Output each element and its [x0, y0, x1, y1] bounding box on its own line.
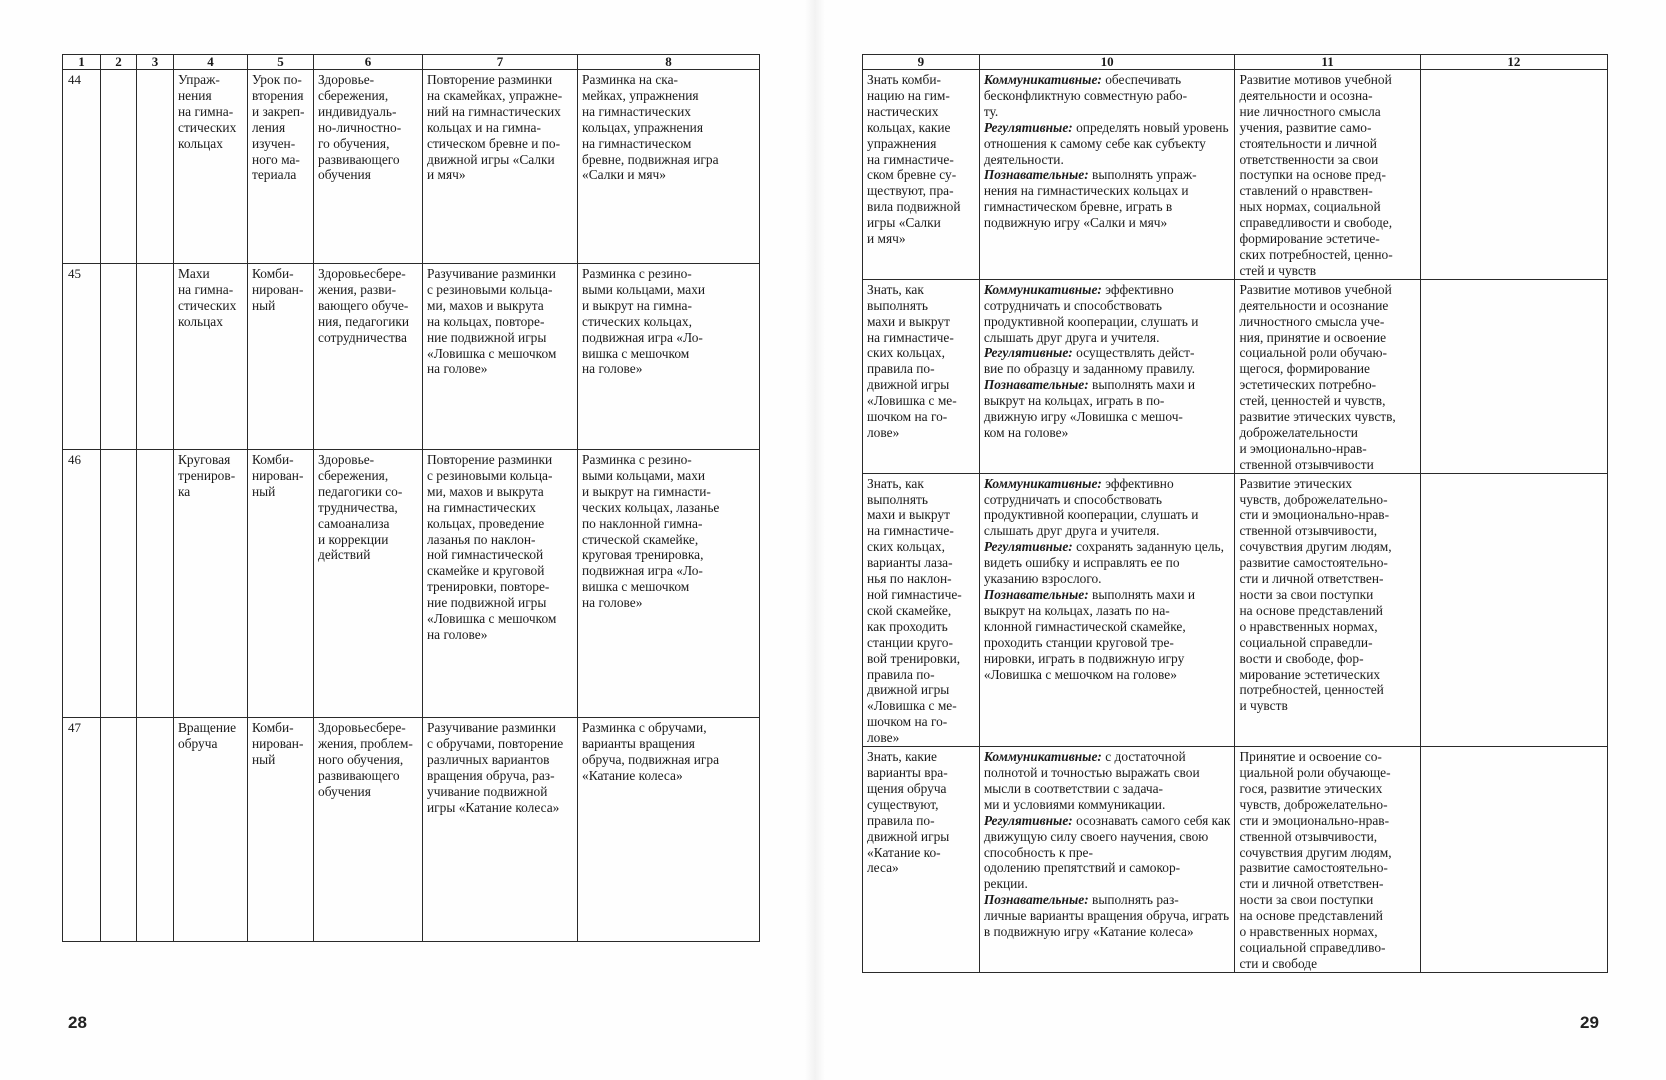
col-header: 2: [101, 55, 137, 70]
lesson-topic: Махи на гимна- стических кольцах: [174, 264, 248, 450]
uud-label: Регулятивные:: [983, 119, 1073, 135]
uud-text: выполнять махи и выкрут на кольцах, лазать по на- клонной гимнастической скамейке, проходить станции круговой тре- нировки, играть в подвижную игру «Ловишка с мешочком на голове»: [983, 587, 1196, 682]
cell-date-plan: [101, 70, 137, 264]
cell-date-fact: [137, 70, 174, 264]
table-row: [63, 718, 760, 942]
uud-text: обеспечивать бесконфликтную совместную рабо- ту.: [983, 72, 1188, 119]
page-number-left: 28: [68, 1013, 87, 1032]
technologies: Здоровье- сбережения, индивидуаль- но-личностно- го обучения, развивающего обучения: [314, 70, 423, 264]
lesson-type: Урок по- вторения и закреп- ления изучен- ного ма- териала: [248, 70, 314, 264]
lesson-type: Комби- нирован- ный: [248, 718, 314, 942]
lesson-topic: Вращение обруча: [174, 718, 248, 942]
cell-date-fact: [137, 718, 174, 942]
table-row: [863, 747, 1608, 973]
cell-date-fact: [137, 264, 174, 450]
col-header: 10: [979, 55, 1235, 70]
lesson-content: Разминка с резино- выми кольцами, махи и выкрут на гимнасти- ческих кольцах, лазанье по наклонной гимна- стической скамейке, круговая тренировка, подвижная игра «Ло- вишка с мешочком на голове»: [578, 450, 760, 718]
header-row-left: [63, 55, 760, 70]
col-header: 11: [1235, 55, 1420, 70]
table-row: [863, 70, 1608, 280]
col-header: 9: [863, 55, 980, 70]
lesson-type: Комби- нирован- ный: [248, 264, 314, 450]
uud-text: эффективно сотрудничать и способствовать продуктивной кооперации, слушать и слышать друг друга и учителя.: [983, 475, 1199, 539]
table-row: [63, 264, 760, 450]
subject-results: Знать комби- нацию на гим- настических кольцах, какие упражнения на гимнастиче- ском бревне су- ществуют, пра- вила подвижной игры «Салки и мяч»: [863, 70, 980, 280]
col-header: 8: [578, 55, 760, 70]
uud-label: Познавательные:: [983, 377, 1089, 393]
col-header: 6: [314, 55, 423, 70]
lesson-topic: Круговая трениров- ка: [174, 450, 248, 718]
uud-text: осуществлять дейст- вие по образцу и заданному правилу.: [983, 345, 1195, 377]
notes-cell: [1420, 70, 1607, 280]
uud-label: Регулятивные:: [983, 345, 1073, 361]
col-header: 5: [248, 55, 314, 70]
technologies: Здоровьесбере- жения, разви- вающего обуче- ния, педагогики сотрудничества: [314, 264, 423, 450]
notes-cell: [1420, 747, 1607, 973]
col-header: 7: [423, 55, 578, 70]
lesson-number: 46: [63, 450, 101, 718]
teacher-activity: Разучивание разминки с обручами, повторение различных вариантов вращения обруча, раз- учивание подвижной игры «Катание колеса»: [423, 718, 578, 942]
lesson-content: Разминка с обручами, варианты вращения обруча, подвижная игра «Катание колеса»: [578, 718, 760, 942]
teacher-activity: Разучивание разминки с резиновыми кольца- ми, махов и выкрута на кольцах, повторе- ние подвижной игры «Ловишка с мешочком на голове»: [423, 264, 578, 450]
uud-label: Коммуникативные:: [983, 281, 1102, 297]
subject-results: Знать, как выполнять махи и выкрут на гимнастиче- ских кольцах, правила по- движной игры «Ловишка с ме- шочком на го- лове»: [863, 279, 980, 473]
cell-date-plan: [101, 718, 137, 942]
technologies: Здоровье- сбережения, педагогики со- трудничества, самоанализа и коррекции действий: [314, 450, 423, 718]
teacher-activity: Повторение разминки на скамейках, упражне- ний на гимнастических кольцах и на гимна- стическом бревне и по- движной игры «Салки и мяч»: [423, 70, 578, 264]
lesson-plan-table-right: [862, 54, 1608, 973]
uud-text: выполнять упраж- нения на гимнастических кольцах и гимнастическом бревне, играть в подвижную игру «Салки и мяч»: [983, 167, 1197, 231]
uud-text: определять новый уровень отношения к самому себе как субъекту деятельности.: [983, 119, 1229, 167]
subject-results: Знать, какие варианты вра- щения обруча существуют, правила по- движной игры «Катание ко- леса»: [863, 747, 980, 973]
book-gutter: [805, 0, 825, 1080]
page-number-right: 29: [1580, 1013, 1599, 1032]
personal-results: Принятие и освоение со- циальной роли обучающе- гося, развитие этических чувств, доброжелательно- сти и эмоционально-нрав- ственной отзывчивости, сочувствия другим людям, развитие самостоятельно- сти и личной ответствен- ности за свои поступки на основе представлений о нравственных нормах, социальной справедливо- сти и свободе: [1235, 747, 1420, 973]
lesson-topic: Упраж- нения на гимна- стических кольцах: [174, 70, 248, 264]
uud-cell: [979, 473, 1235, 746]
lesson-number: 45: [63, 264, 101, 450]
uud-label: Познавательные:: [983, 587, 1089, 602]
cell-date-plan: [101, 450, 137, 718]
subject-results: Знать, как выполнять махи и выкрут на гимнастиче- ских кольцах, варианты лаза- нья по наклон- ной гимнастиче- ской скамейке, как проходить станции круго- вой тренировки, правила по- движной игры «Ловишка с ме- шочком на го- лове»: [863, 473, 980, 746]
table-row: [863, 473, 1608, 746]
col-header: 12: [1420, 55, 1607, 70]
uud-label: Регулятивные:: [983, 539, 1073, 555]
uud-text: выполнять раз- личные варианты вращения обруча, играть в подвижную игру «Катание колеса»: [983, 892, 1230, 940]
uud-cell: [979, 279, 1235, 473]
uud-label: Коммуникативные:: [983, 749, 1102, 765]
uud-cell: [979, 747, 1235, 973]
personal-results: Развитие этических чувств, доброжелательно- сти и эмоционально-нрав- ственной отзывчивости, сочувствия другим людям, развитие самостоятельно- сти и личной ответствен- ности за свои поступки на основе представлений о нравственных нормах, социальной справедли- вости и свободе, фор- мирование эстетических потребностей, ценностей и чувств: [1235, 473, 1420, 746]
notes-cell: [1420, 279, 1607, 473]
uud-text: с достаточной полнотой и точностью выражать свои мысли в соответствии с задача- ми и условиями коммуникации.: [983, 749, 1200, 812]
notes-cell: [1420, 473, 1607, 746]
uud-label: Познавательные:: [983, 892, 1089, 908]
lesson-content: Разминка с резино- выми кольцами, махи и выкрут на гимна- стических кольцах, подвижная игра «Ло- вишка с мешочком на голове»: [578, 264, 760, 450]
table-row: [63, 450, 760, 718]
uud-text: сохранять заданную цель, видеть ошибку и исправлять ее по указанию взрослого.: [983, 539, 1224, 587]
cell-date-plan: [101, 264, 137, 450]
uud-label: Коммуникативные:: [983, 475, 1102, 491]
lesson-plan-table-left: [62, 54, 760, 942]
cell-date-fact: [137, 450, 174, 718]
uud-label: Познавательные:: [983, 167, 1089, 183]
technologies: Здоровьесбере- жения, проблем- ного обучения, развивающего обучения: [314, 718, 423, 942]
teacher-activity: Повторение разминки с резиновыми кольца- ми, махов и выкрута на гимнастических кольцах, проведение лазанья по наклон- ной гимнастической скамейке и круговой тренировки, повторе- ние подвижной игры «Ловишка с мешочком на голове»: [423, 450, 578, 718]
personal-results: Развитие мотивов учебной деятельности и осознание личностного смысла уче- ния, принятие и освоение социальной роли обучаю- щегося, формирование эстетических потребно- стей, ценностей и чувств, развитие этических чувств, доброжелательности и эмоционально-нрав- ственной отзывчивости: [1235, 279, 1420, 473]
uud-label: Регулятивные:: [983, 812, 1073, 828]
lesson-type: Комби- нирован- ный: [248, 450, 314, 718]
uud-cell: [979, 70, 1235, 280]
personal-results: Развитие мотивов учебной деятельности и осозна- ние личностного смысла учения, развитие само- стоятельности и личной ответственности за свои поступки на основе пред- ставлений о нравствен- ных нормах, социальной справедливости и свободе, формирование эстетиче- ских потребностей, ценно- стей и чувств: [1235, 70, 1420, 280]
lesson-content: Разминка на ска- мейках, упражнения на гимнастических кольцах, упражнения на гимнастическом бревне, подвижная игра «Салки и мяч»: [578, 70, 760, 264]
uud-text: осознавать самого себя как движущую силу своего научения, свою способность к пре- одолению препятствий и самокор- рекции.: [983, 812, 1231, 892]
header-row-right: [863, 55, 1608, 70]
col-header: 4: [174, 55, 248, 70]
lesson-number: 44: [63, 70, 101, 264]
col-header: 3: [137, 55, 174, 70]
col-header: 1: [63, 55, 101, 70]
uud-text: эффективно сотрудничать и способствовать продуктивной кооперации, слушать и слышать друг друга и учителя.: [983, 281, 1199, 345]
table-row: [63, 70, 760, 264]
uud-label: Коммуникативные:: [983, 72, 1102, 87]
lesson-number: 47: [63, 718, 101, 942]
uud-text: выполнять махи и выкрут на кольцах, играть в по- движную игру «Ловишка с мешоч- ком на голове»: [983, 377, 1196, 440]
table-row: [863, 279, 1608, 473]
